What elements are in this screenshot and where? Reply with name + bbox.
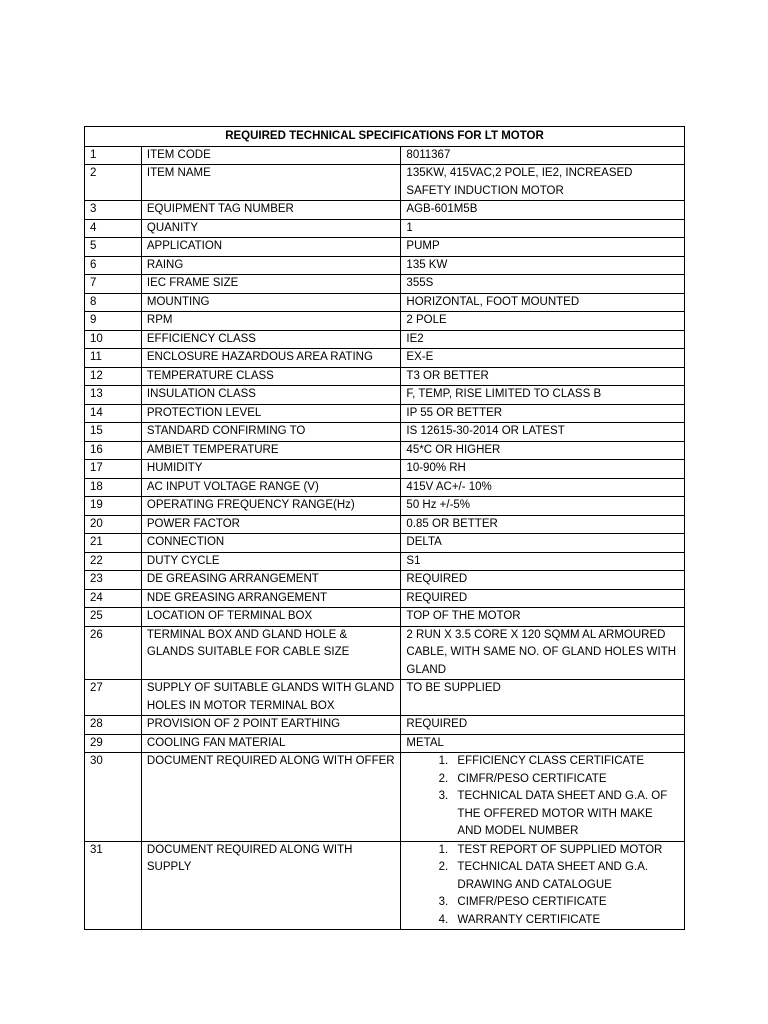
value-cell: 2 RUN X 3.5 CORE X 120 SQMM AL ARMOURED CABLE, WITH SAME NO. OF GLAND HOLES WITH GLAND bbox=[401, 626, 685, 680]
parameter-cell: QUANITY bbox=[141, 219, 401, 238]
value-cell: 355S bbox=[401, 275, 685, 294]
parameter-cell: OPERATING FREQUENCY RANGE(Hz) bbox=[141, 497, 401, 516]
value-list-cell bbox=[401, 841, 685, 930]
row-number: 26 bbox=[85, 626, 142, 680]
document-list-item: 3. TECHNICAL DATA SHEET AND G.A. OF THE OFFERED MOTOR WITH MAKE AND MODEL NUMBER bbox=[451, 788, 679, 841]
table-row bbox=[85, 201, 685, 220]
row-number: 4 bbox=[85, 219, 142, 238]
parameter-cell: POWER FACTOR bbox=[141, 515, 401, 534]
value-cell: IS 12615-30-2014 OR LATEST bbox=[401, 423, 685, 442]
parameter-cell: DE GREASING ARRANGEMENT bbox=[141, 571, 401, 590]
parameter-cell: TERMINAL BOX AND GLAND HOLE & GLANDS SUITABLE FOR CABLE SIZE bbox=[141, 626, 401, 680]
parameter-cell: ITEM NAME bbox=[141, 165, 401, 201]
table-row bbox=[85, 423, 685, 442]
value-cell: IP 55 OR BETTER bbox=[401, 404, 685, 423]
table-row bbox=[85, 349, 685, 368]
row-number: 19 bbox=[85, 497, 142, 516]
parameter-cell: HUMIDITY bbox=[141, 460, 401, 479]
row-number: 9 bbox=[85, 312, 142, 331]
value-cell: 0.85 OR BETTER bbox=[401, 515, 685, 534]
table-row bbox=[85, 165, 685, 201]
document-list-item: 4. WARRANTY CERTIFICATE bbox=[451, 912, 679, 930]
row-number: 21 bbox=[85, 534, 142, 553]
value-list-cell bbox=[401, 753, 685, 842]
value-cell: T3 OR BETTER bbox=[401, 367, 685, 386]
parameter-cell: IEC FRAME SIZE bbox=[141, 275, 401, 294]
value-cell: REQUIRED bbox=[401, 571, 685, 590]
table-row bbox=[85, 534, 685, 553]
row-number: 1 bbox=[85, 146, 142, 165]
table-row bbox=[85, 552, 685, 571]
row-number: 28 bbox=[85, 716, 142, 735]
table-row bbox=[85, 753, 685, 842]
document-list bbox=[406, 842, 679, 930]
value-cell: 10-90% RH bbox=[401, 460, 685, 479]
table-row bbox=[85, 256, 685, 275]
table-row bbox=[85, 367, 685, 386]
table-row bbox=[85, 146, 685, 165]
table-row bbox=[85, 608, 685, 627]
parameter-cell: MOUNTING bbox=[141, 293, 401, 312]
row-number: 10 bbox=[85, 330, 142, 349]
table-title: REQUIRED TECHNICAL SPECIFICATIONS FOR LT MOTOR bbox=[85, 127, 685, 147]
value-cell: EX-E bbox=[401, 349, 685, 368]
row-number: 27 bbox=[85, 680, 142, 716]
table-row bbox=[85, 626, 685, 680]
table-row bbox=[85, 219, 685, 238]
row-number: 31 bbox=[85, 841, 142, 930]
spec-body bbox=[85, 146, 685, 930]
row-number: 29 bbox=[85, 734, 142, 753]
row-number: 18 bbox=[85, 478, 142, 497]
value-cell: F, TEMP, RISE LIMITED TO CLASS B bbox=[401, 386, 685, 405]
value-cell: TO BE SUPPLIED bbox=[401, 680, 685, 716]
table-row bbox=[85, 571, 685, 590]
document-list-item: 3. CIMFR/PESO CERTIFICATE bbox=[451, 894, 679, 912]
value-cell: TOP OF THE MOTOR bbox=[401, 608, 685, 627]
table-row bbox=[85, 515, 685, 534]
table-row bbox=[85, 293, 685, 312]
value-cell: 45*C OR HIGHER bbox=[401, 441, 685, 460]
value-cell: 8011367 bbox=[401, 146, 685, 165]
parameter-cell: AMBIET TEMPERATURE bbox=[141, 441, 401, 460]
parameter-cell: STANDARD CONFIRMING TO bbox=[141, 423, 401, 442]
document-list bbox=[406, 753, 679, 841]
row-number: 12 bbox=[85, 367, 142, 386]
row-number: 6 bbox=[85, 256, 142, 275]
value-cell: REQUIRED bbox=[401, 716, 685, 735]
table-row bbox=[85, 238, 685, 257]
row-number: 24 bbox=[85, 589, 142, 608]
row-number: 22 bbox=[85, 552, 142, 571]
parameter-cell: RAING bbox=[141, 256, 401, 275]
value-cell: 1 bbox=[401, 219, 685, 238]
row-number: 8 bbox=[85, 293, 142, 312]
value-cell: 135KW, 415VAC,2 POLE, IE2, INCREASED SAFETY INDUCTION MOTOR bbox=[401, 165, 685, 201]
value-cell: REQUIRED bbox=[401, 589, 685, 608]
parameter-cell: CONNECTION bbox=[141, 534, 401, 553]
document-list-item: 2. CIMFR/PESO CERTIFICATE bbox=[451, 771, 679, 789]
value-cell: 50 Hz +/-5% bbox=[401, 497, 685, 516]
table-row bbox=[85, 386, 685, 405]
table-row bbox=[85, 330, 685, 349]
row-number: 3 bbox=[85, 201, 142, 220]
document-list-item: 2. TECHNICAL DATA SHEET AND G.A. DRAWING AND CATALOGUE bbox=[451, 859, 679, 894]
row-number: 20 bbox=[85, 515, 142, 534]
value-cell: S1 bbox=[401, 552, 685, 571]
table-row bbox=[85, 441, 685, 460]
document-list-item: 1. TEST REPORT OF SUPPLIED MOTOR bbox=[451, 842, 679, 860]
value-cell: METAL bbox=[401, 734, 685, 753]
parameter-cell: DUTY CYCLE bbox=[141, 552, 401, 571]
row-number: 17 bbox=[85, 460, 142, 479]
table-row bbox=[85, 734, 685, 753]
parameter-cell: PROVISION OF 2 POINT EARTHING bbox=[141, 716, 401, 735]
parameter-cell: PROTECTION LEVEL bbox=[141, 404, 401, 423]
document-list-item: 1. EFFICIENCY CLASS CERTIFICATE bbox=[451, 753, 679, 771]
value-cell: IE2 bbox=[401, 330, 685, 349]
value-cell: PUMP bbox=[401, 238, 685, 257]
parameter-cell: RPM bbox=[141, 312, 401, 331]
value-cell: 135 KW bbox=[401, 256, 685, 275]
parameter-cell: DOCUMENT REQUIRED ALONG WITH OFFER bbox=[141, 753, 401, 842]
parameter-cell: AC INPUT VOLTAGE RANGE (V) bbox=[141, 478, 401, 497]
parameter-cell: NDE GREASING ARRANGEMENT bbox=[141, 589, 401, 608]
value-cell: AGB-601M5B bbox=[401, 201, 685, 220]
row-number: 16 bbox=[85, 441, 142, 460]
parameter-cell: APPLICATION bbox=[141, 238, 401, 257]
row-number: 23 bbox=[85, 571, 142, 590]
parameter-cell: ENCLOSURE HAZARDOUS AREA RATING bbox=[141, 349, 401, 368]
parameter-cell: COOLING FAN MATERIAL bbox=[141, 734, 401, 753]
table-row bbox=[85, 841, 685, 930]
parameter-cell: TEMPERATURE CLASS bbox=[141, 367, 401, 386]
row-number: 7 bbox=[85, 275, 142, 294]
value-cell: HORIZONTAL, FOOT MOUNTED bbox=[401, 293, 685, 312]
parameter-cell: INSULATION CLASS bbox=[141, 386, 401, 405]
row-number: 11 bbox=[85, 349, 142, 368]
row-number: 2 bbox=[85, 165, 142, 201]
table-row bbox=[85, 589, 685, 608]
title-row bbox=[85, 127, 685, 147]
value-cell: 2 POLE bbox=[401, 312, 685, 331]
table-row bbox=[85, 478, 685, 497]
table-row bbox=[85, 312, 685, 331]
row-number: 14 bbox=[85, 404, 142, 423]
row-number: 5 bbox=[85, 238, 142, 257]
table-row bbox=[85, 680, 685, 716]
row-number: 30 bbox=[85, 753, 142, 842]
parameter-cell: EQUIPMENT TAG NUMBER bbox=[141, 201, 401, 220]
table-row bbox=[85, 404, 685, 423]
value-cell: DELTA bbox=[401, 534, 685, 553]
table-row bbox=[85, 275, 685, 294]
spec-table bbox=[84, 126, 685, 930]
parameter-cell: EFFICIENCY CLASS bbox=[141, 330, 401, 349]
row-number: 25 bbox=[85, 608, 142, 627]
parameter-cell: LOCATION OF TERMINAL BOX bbox=[141, 608, 401, 627]
table-row bbox=[85, 460, 685, 479]
parameter-cell: SUPPLY OF SUITABLE GLANDS WITH GLAND HOLES IN MOTOR TERMINAL BOX bbox=[141, 680, 401, 716]
table-row bbox=[85, 497, 685, 516]
table-row bbox=[85, 716, 685, 735]
value-cell: 415V AC+/- 10% bbox=[401, 478, 685, 497]
parameter-cell: ITEM CODE bbox=[141, 146, 401, 165]
row-number: 13 bbox=[85, 386, 142, 405]
row-number: 15 bbox=[85, 423, 142, 442]
parameter-cell: DOCUMENT REQUIRED ALONG WITH SUPPLY bbox=[141, 841, 401, 930]
